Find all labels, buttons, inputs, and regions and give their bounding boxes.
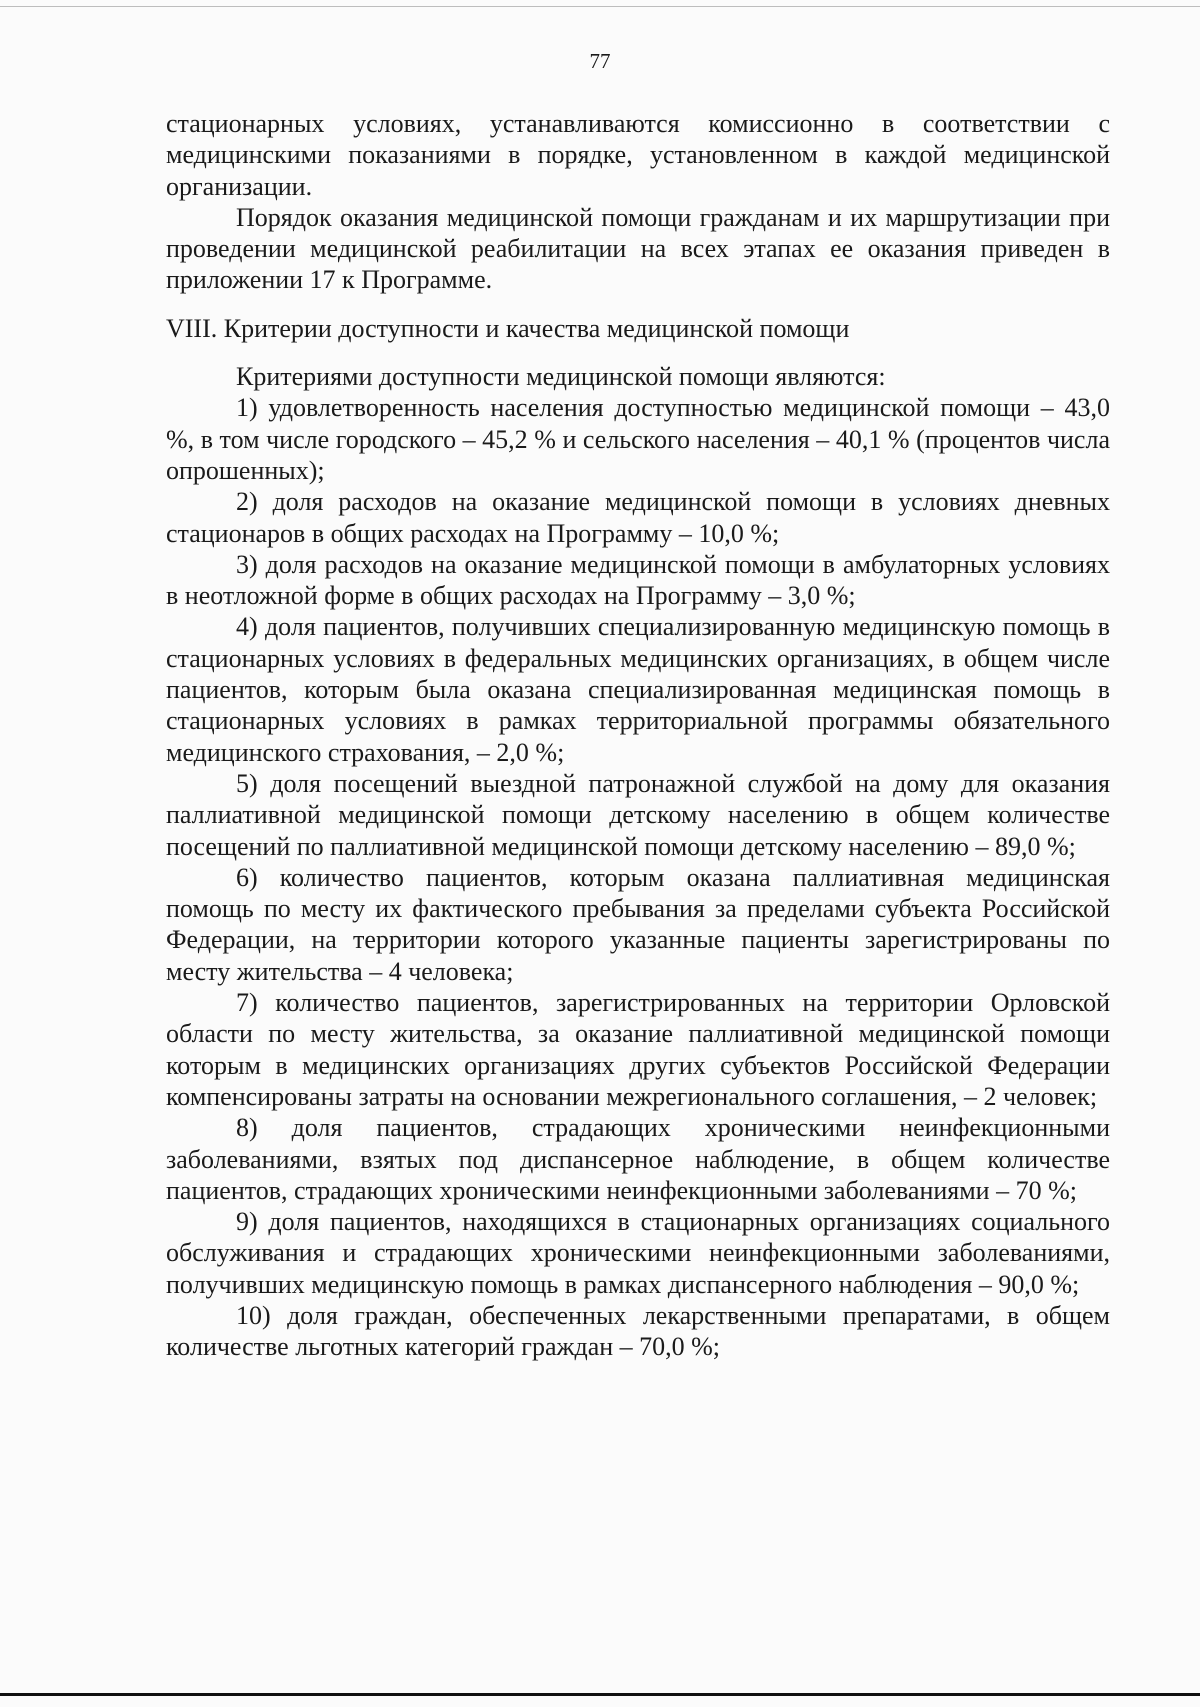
section-heading: VIII. Критерии доступности и качества медицинской помощи bbox=[166, 313, 850, 343]
paragraph-continuation: стационарных условиях, устанавливаются комиссионно в соответствии с медицинскими показаниями в порядке, установленном в каждой медицинской организации. bbox=[166, 109, 1110, 201]
criterion-6: 6) количество пациентов, которым оказана паллиативная медицинская помощь по месту их фактического пребывания за пределами субъекта Российской Федерации, на территории которого указанные пациенты зарегистрированы по месту жительства – 4 человека; bbox=[166, 862, 1110, 986]
criterion-10: 10) доля граждан, обеспеченных лекарственными препаратами, в общем количестве льготных категорий граждан – 70,0 %; bbox=[166, 1300, 1110, 1362]
criterion-3: 3) доля расходов на оказание медицинской помощи в амбулаторных условиях в неотложной форме в общих расходах на Программу – 3,0 %; bbox=[166, 549, 1110, 611]
criterion-9: 9) доля пациентов, находящихся в стационарных организациях социального обслуживания и страдающих хроническими неинфекционными заболеваниями, получивших медицинскую помощь в рамках диспансерного наблюдения – 90,0 %; bbox=[166, 1207, 1110, 1299]
criteria-intro: Критериями доступности медицинской помощи являются: bbox=[236, 362, 886, 392]
criterion-4: 4) доля пациентов, получивших специализированную медицинскую помощь в стационарных условиях в федеральных медицинских организациях, в общем числе пациентов, которым была оказана специализированная медицинская помощь в стационарных условиях в рамках территориальной программы обязательного медицинского страхования, – 2,0 %; bbox=[166, 612, 1110, 767]
paragraph-rehabilitation-order: Порядок оказания медицинской помощи гражданам и их маршрутизации при проведении медицинской реабилитации на всех этапах ее оказания приведен в приложении 17 к Программе. bbox=[166, 202, 1110, 295]
top-rule bbox=[0, 6, 1200, 7]
page-number: 77 bbox=[589, 49, 611, 73]
criterion-8: 8) доля пациентов, страдающих хроническими неинфекционными заболеваниями, взятых под диспансерное наблюдение, в общем количестве пациентов, страдающих хроническими неинфекционными заболеваниями – 70 %; bbox=[166, 1113, 1110, 1205]
document-body bbox=[166, 108, 1110, 1363]
criterion-1: 1) удовлетворенность населения доступностью медицинской помощи – 43,0 %, в том числе городского – 45,2 % и сельского населения – 40,1 % (процентов числа опрошенных); bbox=[166, 393, 1110, 485]
criterion-7: 7) количество пациентов, зарегистрированных на территории Орловской области по месту жительства, за оказание паллиативной медицинской помощи которым в медицинских организациях других субъектов Российской Федерации компенсированы затраты на основании межрегионального соглашения, – 2 человек; bbox=[166, 988, 1110, 1111]
criterion-2: 2) доля расходов на оказание медицинской помощи в условиях дневных стационаров в общих расходах на Программу – 10,0 %; bbox=[166, 487, 1110, 548]
criterion-5: 5) доля посещений выездной патронажной службой на дому для оказания паллиативной медицинской помощи детскому населению в общем количестве посещений по паллиативной медицинской помощи детскому населению – 89,0 %; bbox=[166, 768, 1110, 861]
bottom-rule bbox=[0, 1693, 1200, 1696]
